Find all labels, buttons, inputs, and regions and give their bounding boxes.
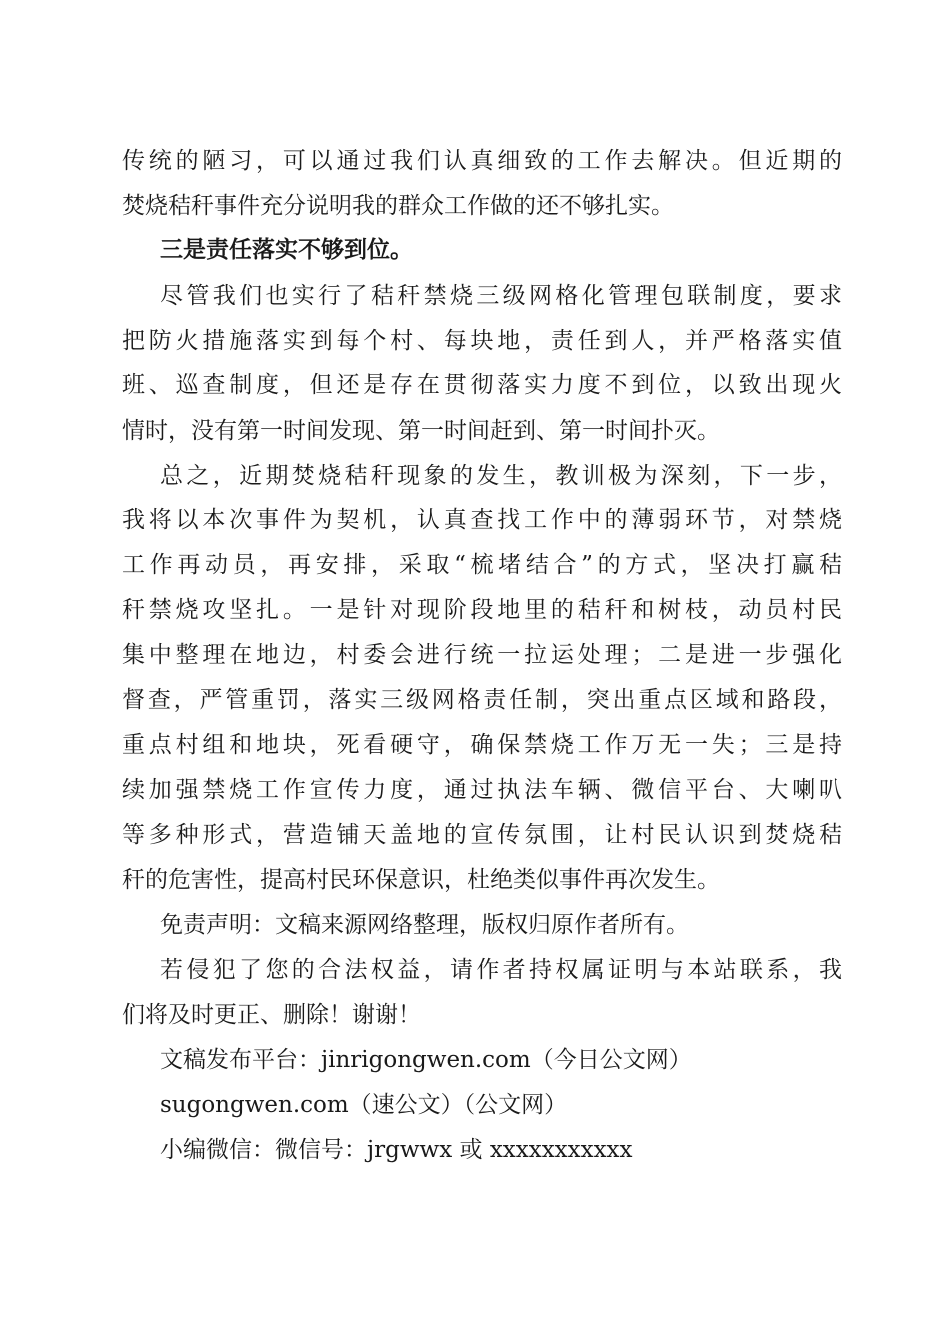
- infringement-notice-line: 们将及时更正、删除！谢谢！: [122, 1002, 421, 1028]
- paragraph-line: 重点村组和地块，死看硬守，确保禁烧工作万无一失；三是持: [122, 732, 842, 758]
- disclaimer: 免责声明：文稿来源网络整理，版权归原作者所有。: [160, 912, 689, 938]
- paragraph-line: 等多种形式，营造铺天盖地的宣传氛围，让村民认识到焚烧秸: [122, 822, 842, 848]
- paragraph-line: 焚烧秸秆事件充分说明我的群众工作做的还不够扎实。: [122, 193, 674, 219]
- paragraph-line: 秆禁烧攻坚扎。一是针对现阶段地里的秸秆和树枝，动员村民: [122, 597, 842, 623]
- paragraph-line: 把防火措施落实到每个村、每块地，责任到人，并严格落实值: [122, 328, 842, 354]
- paragraph-line: 集中整理在地边，村委会进行统一拉运处理；二是进一步强化: [122, 642, 842, 668]
- paragraph-line: 传统的陋习，可以通过我们认真细致的工作去解决。但近期的: [122, 148, 842, 174]
- paragraph-line: 督查，严管重罚，落实三级网格责任制，突出重点区域和路段，: [122, 687, 842, 713]
- platform-line: 文稿发布平台：jinrigongwen.com（今日公文网）: [160, 1047, 692, 1073]
- platform-line: sugongwen.com（速公文）（公文网）: [160, 1092, 568, 1118]
- infringement-notice-line: 若侵犯了您的合法权益，请作者持权属证明与本站联系，我: [160, 957, 842, 983]
- paragraph-line: 班、巡查制度，但还是存在贯彻落实力度不到位，以致出现火: [122, 372, 842, 398]
- wechat-line: 小编微信：微信号：jrgwwx 或 xxxxxxxxxxx: [160, 1137, 633, 1163]
- paragraph-line: 尽管我们也实行了秸秆禁烧三级网格化管理包联制度，要求: [160, 283, 842, 309]
- paragraph-line: 总之，近期焚烧秸秆现象的发生，教训极为深刻，下一步，: [160, 463, 842, 489]
- paragraph-line: 情时，没有第一时间发现、第一时间赶到、第一时间扑灭。: [122, 418, 720, 444]
- paragraph-line: 我将以本次事件为契机，认真查找工作中的薄弱环节，对禁烧: [122, 507, 842, 533]
- paragraph-line: 续加强禁烧工作宣传力度，通过执法车辆、微信平台、大喇叭: [122, 777, 842, 803]
- section-heading: 三是责任落实不够到位。: [160, 236, 413, 263]
- paragraph-line: 秆的危害性，提高村民环保意识，杜绝类似事件再次发生。: [122, 867, 720, 893]
- paragraph-line: 工作再动员，再安排，采取“梳堵结合”的方式，坚决打赢秸: [122, 552, 842, 578]
